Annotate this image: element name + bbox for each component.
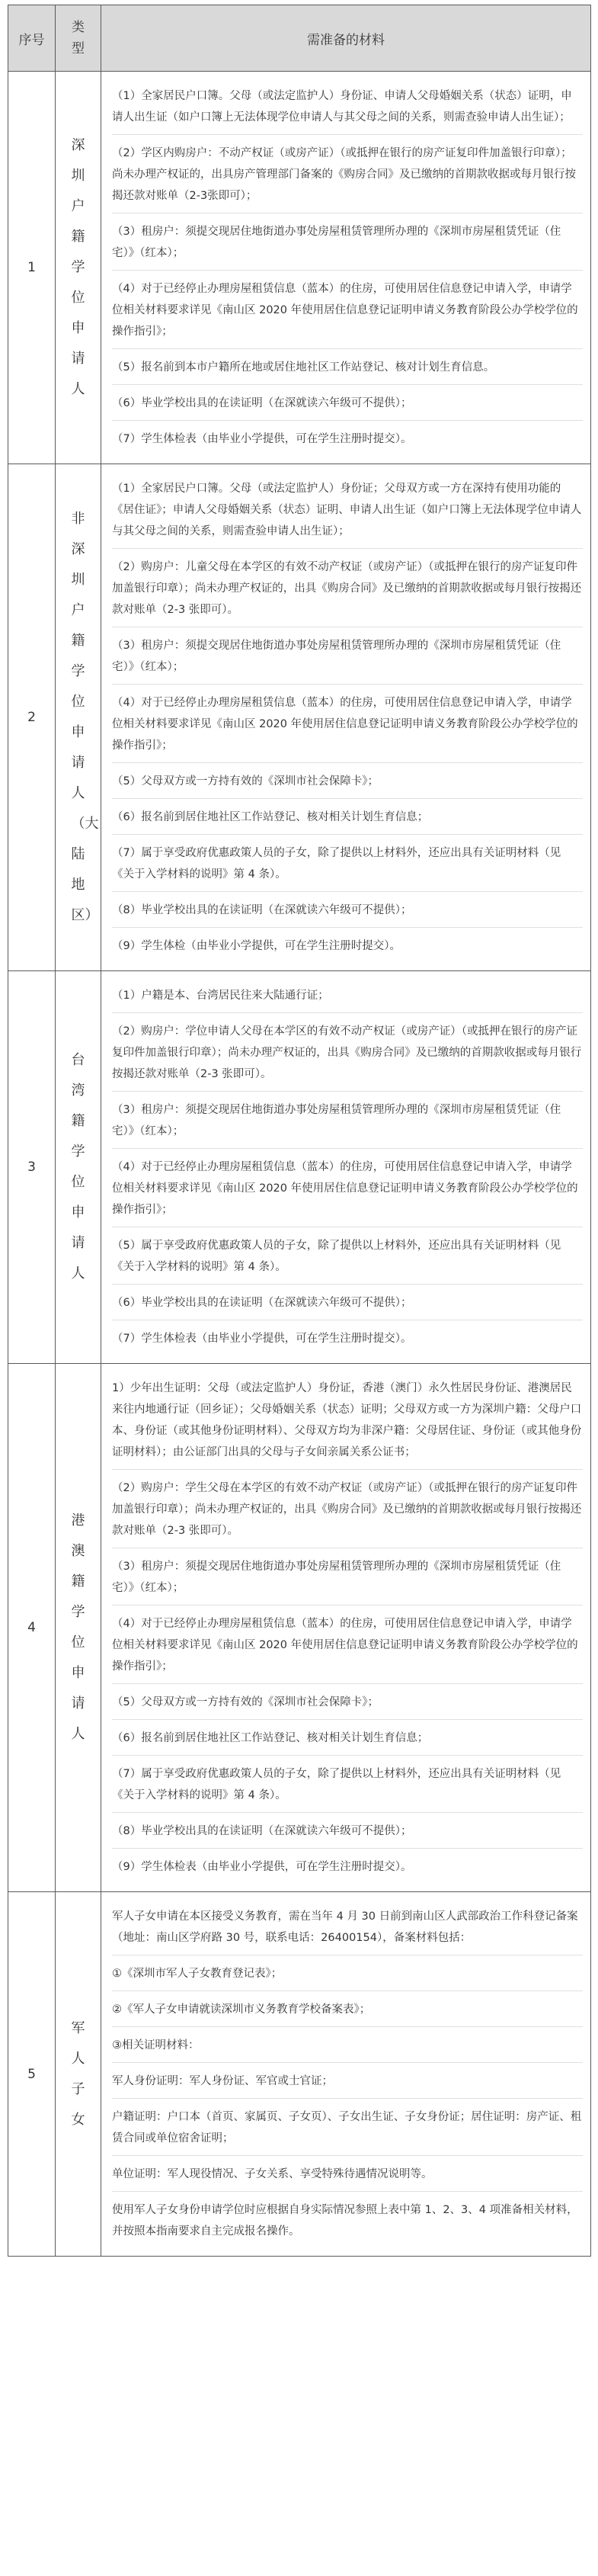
material-item: （2）购房户：儿童父母在本学区的有效不动产权证（或房产证）（或抵押在银行的房产证复印件加盖银行印章）；尚未办理产权证的，出具《购房合同》及已缴纳的首期款收据或每月银行按揭还款对账单（2-3 张即可）。: [112, 549, 583, 627]
material-item: （4）对于已经停止办理房屋租赁信息（蓝本）的住房，可使用居住信息登记申请入学，申请学位相关材料要求详见《南山区 2020 年使用居住信息登记证明申请义务教育阶段公办学校学位的操作指引》；: [112, 271, 583, 349]
table-row: [8, 464, 591, 971]
applicant-type-cell: [56, 464, 101, 971]
applicant-type: 港澳籍学位申请人: [71, 1513, 85, 1742]
header-type-label: 类型: [72, 20, 85, 56]
applicant-type-cell: [56, 1364, 101, 1892]
material-item: （1）户籍是本、台湾居民往来大陆通行证；: [112, 977, 583, 1013]
material-item: （9）学生体检表（由毕业小学提供，可在学生注册时提交）。: [112, 1861, 412, 1873]
materials-cell: [101, 1364, 591, 1892]
material-item: 使用军人子女身份申请学位时应根据自身实际情况参照上表中第 1、2、3、4 项准备相关材料，并按照本指南要求自主完成报名操作。: [112, 2204, 578, 2238]
material-item: （1）全家居民户口簿。父母（或法定监护人）身份证；父母双方或一方在深持有使用功能的《居住证》；申请人父母婚姻关系（状态）证明、申请人出生证（如户口簿上无法体现学位申请人与其父母之间的关系，则需查验申请人出生证）；: [112, 470, 583, 549]
material-item: （8）毕业学校出具的在读证明（在深就读六年级可不提供）；: [112, 1813, 583, 1849]
material-item: （2）学区内购房户：不动产权证（或房产证）（或抵押在银行的房产证复印件加盖银行印章）；尚未办理产权证的，出具房产管理部门备案的《购房合同》及已缴纳的首期款收据或每月银行按揭还款对账单（2-3张即可）；: [112, 135, 583, 213]
material-item: （5）父母双方或一方持有效的《深圳市社会保障卡》；: [112, 763, 583, 799]
material-item: （5）报名前到本市户籍所在地或居住地社区工作站登记、核对计划生育信息。: [112, 349, 583, 385]
row-number: 1: [8, 72, 56, 464]
table-row: [8, 971, 591, 1364]
material-item: （3）租房户：须提交现居住地街道办事处房屋租赁管理所办理的《深圳市房屋租赁凭证（住宅）》（红本）；: [112, 627, 583, 685]
material-item: （7）学生体检表（由毕业小学提供，可在学生注册时提交）。: [112, 1333, 412, 1345]
material-item: （4）对于已经停止办理房屋租赁信息（蓝本）的住房，可使用居住信息登记申请入学，申请学位相关材料要求详见《南山区 2020 年使用居住信息登记证明申请义务教育阶段公办学校学位的操作指引》；: [112, 1606, 583, 1684]
material-item: ③相关证明材料：: [112, 2027, 583, 2063]
material-item: （7）学生体检表（由毕业小学提供，可在学生注册时提交）。: [112, 433, 412, 445]
materials-cell: [101, 464, 591, 971]
material-item: （6）毕业学校出具的在读证明（在深就读六年级可不提供）；: [112, 1285, 583, 1320]
applicant-type: 台湾籍学位申请人: [71, 1052, 85, 1282]
material-item: 户籍证明：户口本（首页、家属页、子女页）、子女出生证、子女身份证；居住证明：房产证、租赁合同或单位宿舍证明；: [112, 2099, 583, 2156]
materials-table: [8, 5, 591, 2257]
table-row: [8, 1892, 591, 2257]
material-item: 军人身份证明：军人身份证、军官或士官证；: [112, 2063, 583, 2099]
header-materials: 需准备的材料: [101, 5, 591, 72]
table-header-row: [8, 5, 591, 72]
materials-cell: [101, 971, 591, 1364]
applicant-type-cell: [56, 971, 101, 1364]
material-item: （7）属于享受政府优惠政策人员的子女，除了提供以上材料外，还应出具有关证明材料（见《关于入学材料的说明》第 4 条）。: [112, 835, 583, 892]
applicant-type: 非深圳户籍学位申请人（大陆地区）: [71, 511, 99, 923]
material-item: （6）毕业学校出具的在读证明（在深就读六年级可不提供）；: [112, 385, 583, 421]
material-item: （7）属于享受政府优惠政策人员的子女，除了提供以上材料外，还应出具有关证明材料（见《关于入学材料的说明》第 4 条）。: [112, 1756, 583, 1813]
material-item: 1）少年出生证明：父母（或法定监护人）身份证，香港（澳门）永久性居民身份证、港澳居民来往内地通行证（回乡证）；父母婚姻关系（状态）证明；父母双方或一方为深圳户籍：父母户口本、身份证（或其他身份证明材料）、父母双方均为非深户籍：父母居住证、身份证（或其他身份证明材料）；由公证部门出具的父母与子女间亲属关系公证书；: [112, 1370, 583, 1470]
material-item: （1）全家居民户口簿。父母（或法定监护人）身份证、申请人父母婚姻关系（状态）证明，申请人出生证（如户口簿上无法体现学位申请人与其父母之间的关系，则需查验申请人出生证）；: [112, 78, 583, 135]
material-item: （5）父母双方或一方持有效的《深圳市社会保障卡》；: [112, 1684, 583, 1720]
applicant-type: 军人子女: [71, 2019, 85, 2128]
applicant-type: 深圳户籍学位申请人: [71, 137, 85, 397]
header-type: [56, 5, 101, 72]
table-row: [8, 72, 591, 464]
applicant-type-cell: [56, 72, 101, 464]
material-item: （5）属于享受政府优惠政策人员的子女，除了提供以上材料外，还应出具有关证明材料（见《关于入学材料的说明》第 4 条）。: [112, 1227, 583, 1285]
row-number: 4: [8, 1364, 56, 1892]
material-item: （3）租房户：须提交现居住地街道办事处房屋租赁管理所办理的《深圳市房屋租赁凭证（住宅）》（红本）；: [112, 1092, 583, 1149]
material-item: （3）租房户：须提交现居住地街道办事处房屋租赁管理所办理的《深圳市房屋租赁凭证（住宅）》（红本）；: [112, 213, 583, 271]
table-row: [8, 1364, 591, 1892]
material-item: （2）购房户：学生父母在本学区的有效不动产权证（或房产证）（或抵押在银行的房产证复印件加盖银行印章）；尚未办理产权证的，出具《购房合同》及已缴纳的首期款收据或每月银行按揭还款对账单（2-3 张即可）。: [112, 1470, 583, 1548]
row-number: 5: [8, 1892, 56, 2257]
row-number: 3: [8, 971, 56, 1364]
material-item: ①《深圳市军人子女教育登记表》；: [112, 1955, 583, 1991]
row-number: 2: [8, 464, 56, 971]
material-item: 军人子女申请在本区接受义务教育，需在当年 4 月 30 日前到南山区人武部政治工作科登记备案（地址：南山区学府路 30 号，联系电话：26400154），备案材料包括：: [112, 1898, 583, 1955]
materials-cell: [101, 1892, 591, 2257]
material-item: （9）学生体检（由毕业小学提供，可在学生注册时提交）。: [112, 940, 401, 952]
material-item: （3）租房户：须提交现居住地街道办事处房屋租赁管理所办理的《深圳市房屋租赁凭证（住宅）》（红本）；: [112, 1548, 583, 1606]
header-no: 序号: [8, 5, 56, 72]
material-item: （2）购房户：学位申请人父母在本学区的有效不动产权证（或房产证）（或抵押在银行的房产证复印件加盖银行印章）；尚未办理产权证的，出具《购房合同》及已缴纳的首期款收据或每月银行按揭还款对账单（2-3 张即可）。: [112, 1013, 583, 1092]
material-item: （6）报名前到居住地社区工作站登记、核对相关计划生育信息；: [112, 799, 583, 835]
table-body: [8, 72, 591, 2257]
material-item: ②《军人子女申请就读深圳市义务教育学校备案表》；: [112, 1991, 583, 2027]
material-item: （8）毕业学校出具的在读证明（在深就读六年级可不提供）；: [112, 892, 583, 928]
material-item: （4）对于已经停止办理房屋租赁信息（蓝本）的住房，可使用居住信息登记申请入学，申请学位相关材料要求详见《南山区 2020 年使用居住信息登记证明申请义务教育阶段公办学校学位的操作指引》；: [112, 685, 583, 763]
material-item: （4）对于已经停止办理房屋租赁信息（蓝本）的住房，可使用居住信息登记申请入学，申请学位相关材料要求详见《南山区 2020 年使用居住信息登记证明申请义务教育阶段公办学校学位的操作指引》；: [112, 1149, 583, 1227]
materials-cell: [101, 72, 591, 464]
material-item: （6）报名前到居住地社区工作站登记、核对相关计划生育信息；: [112, 1720, 583, 1756]
applicant-type-cell: [56, 1892, 101, 2257]
material-item: 单位证明：军人现役情况、子女关系、享受特殊待遇情况说明等。: [112, 2156, 583, 2192]
